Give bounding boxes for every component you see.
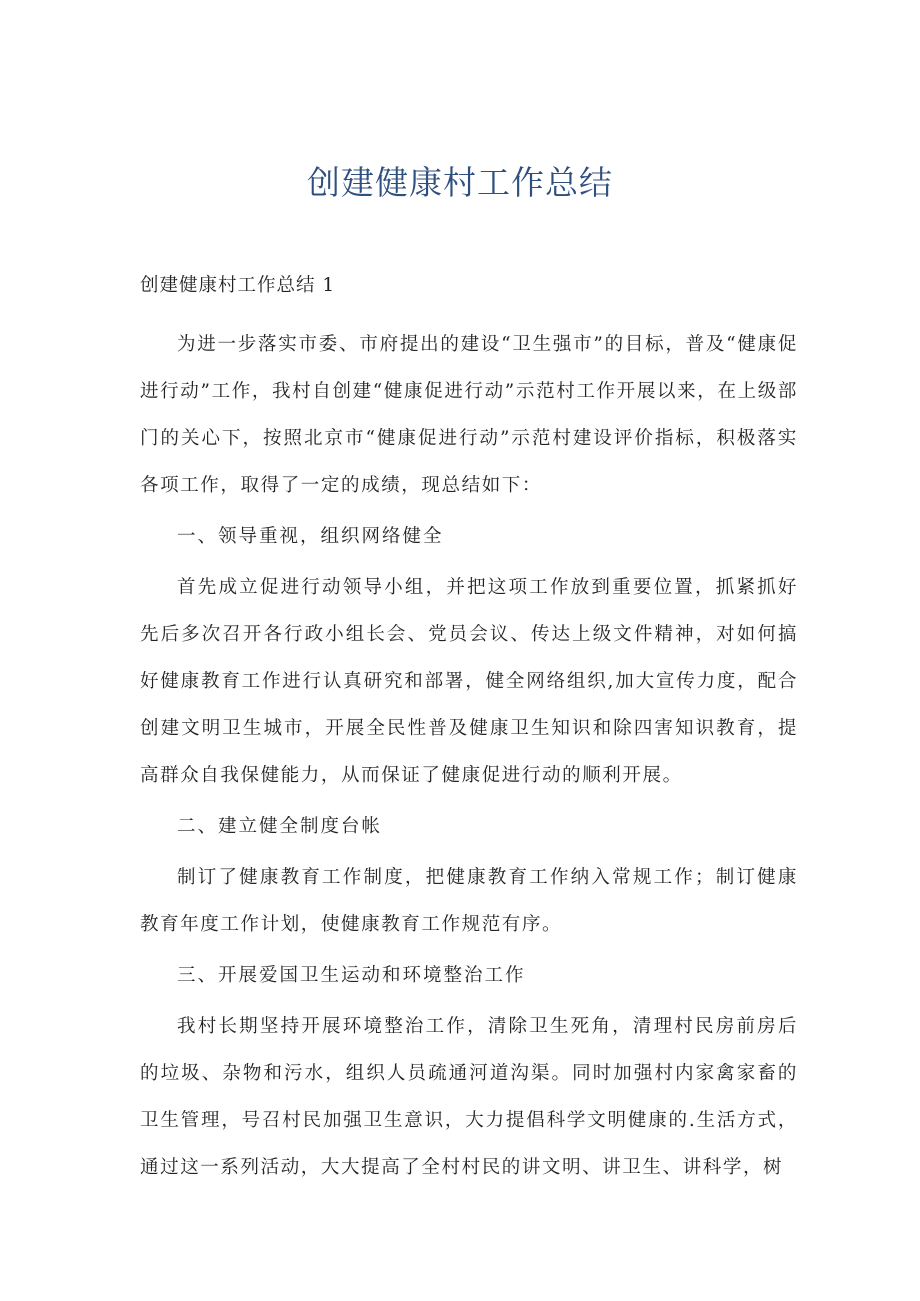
document-body xyxy=(140,262,798,1191)
section-heading: 三、开展爱国卫生运动和环境整治工作 xyxy=(177,965,526,986)
section-paragraph: 首先成立促进行动领导小组，并把这项工作放到重要位置，抓紧抓好先后多次召开各行政小组长会、党员会议、传达上级文件精神，对如何搞好健康教育工作进行认真研究和部署，健全网络组织,加大宣传力度，配合创建文明卫生城市，开展全民性普及健康卫生知识和除四害知识教育，提高群众自我保健能力，从而保证了健康促进行动的顺利开展。 xyxy=(140,577,798,786)
document-subtitle: 创建健康村工作总结 1 xyxy=(140,275,336,296)
intro-paragraph: 为进一步落实市委、市府提出的建设“卫生强市”的目标，普及“健康促进行动”工作，我村自创建“健康促进行动”示范村工作开展以来，在上级部门的关心下，按照北京市“健康促进行动”示范村建设评价指标，积极落实各项工作，取得了一定的成绩，现总结如下： xyxy=(140,334,798,496)
section-heading: 二、建立健全制度台帐 xyxy=(177,816,383,837)
section-heading: 一、领导重视，组织网络健全 xyxy=(177,526,444,547)
section-paragraph: 我村长期坚持开展环境整治工作，清除卫生死角，清理村民房前房后的垃圾、杂物和污水，组织人员疏通河道沟渠。同时加强村内家禽家畜的卫生管理，号召村民加强卫生意识，大力提倡科学文明健康的.生活方式，通过这一系列活动，大大提高了全村村民的讲文明、讲卫生、讲科学，树 xyxy=(140,1016,798,1178)
section-paragraph: 制订了健康教育工作制度，把健康教育工作纳入常规工作；制订健康教育年度工作计划，使健康教育工作规范有序。 xyxy=(140,867,798,935)
document-title: 创建健康村工作总结 xyxy=(307,163,613,202)
